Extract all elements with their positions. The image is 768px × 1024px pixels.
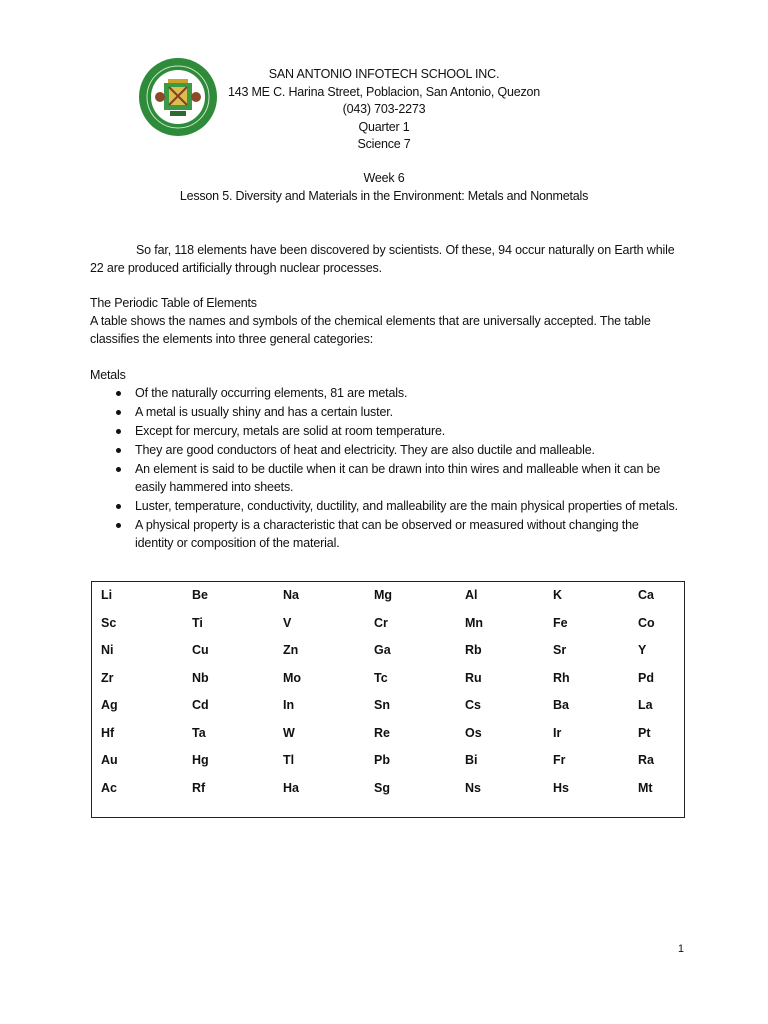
element-symbol: Rh [553, 670, 570, 685]
element-symbol: Mo [283, 670, 302, 685]
metals-bullet-list [90, 384, 680, 553]
lesson-heading [90, 170, 678, 205]
element-symbol: Ra [638, 753, 654, 767]
element-symbol: Be [192, 588, 208, 602]
element-symbol: Na [283, 588, 299, 602]
element-symbol: Cd [192, 698, 209, 712]
element-symbol: Ac [101, 780, 117, 795]
periodic-paragraph: A table shows the names and symbols of the chemical elements that are universally accepted. The table classifies the elements into three general categories: [90, 314, 651, 346]
lesson-title: Lesson 5. Diversity and Materials in the Environment: Metals and Nonmetals [179, 188, 589, 203]
school-header [150, 66, 618, 154]
element-symbol: Fe [553, 615, 568, 630]
element-symbol: Pd [638, 670, 654, 685]
element-symbol: Hs [553, 780, 569, 795]
element-symbol: Ns [465, 780, 481, 795]
metals-heading: Metals [90, 368, 126, 382]
element-symbol: Ha [283, 780, 299, 795]
element-symbol: Mt [638, 780, 653, 795]
element-symbol: Al [465, 588, 478, 602]
element-symbol: Au [101, 753, 118, 767]
element-symbol: Os [465, 725, 482, 740]
element-symbol: K [553, 588, 563, 602]
element-symbol: Nb [192, 670, 209, 685]
element-symbol: Ti [192, 615, 203, 630]
page-number: 1 [677, 943, 684, 955]
bullet-item: An element is said to be ductile when it can be drawn into thin wires and malleable when it can be easily hammered into sheets. [90, 460, 680, 496]
bullet-item: Of the naturally occurring elements, 81 are metals. [90, 384, 680, 402]
element-grid [101, 586, 691, 806]
element-symbol: Sg [374, 780, 390, 795]
element-symbol: W [283, 725, 295, 740]
element-symbol: Pt [638, 725, 651, 740]
bullet-item: Except for mercury, metals are solid at room temperature. [90, 422, 680, 440]
school-phone: (043) 703-2273 [342, 102, 426, 117]
bullet-item: Luster, temperature, conductivity, ductility, and malleability are the main physical properties of metals. [90, 497, 680, 515]
school-name: SAN ANTONIO INFOTECH SCHOOL INC. [268, 67, 500, 81]
element-symbol: Mn [465, 615, 484, 630]
element-symbol: Cs [465, 698, 481, 712]
periodic-heading: The Periodic Table of Elements [90, 296, 257, 310]
element-symbol: Ir [553, 725, 562, 740]
metals-element-table [91, 581, 685, 818]
week-label: Week 6 [363, 171, 405, 185]
element-symbol: Pb [374, 753, 390, 767]
element-symbol: Rf [192, 780, 206, 795]
element-symbol: Mg [374, 588, 393, 602]
element-symbol: La [638, 698, 653, 712]
element-symbol: Sc [101, 615, 117, 630]
element-symbol: Li [101, 588, 113, 602]
element-symbol: Bi [465, 753, 478, 767]
element-symbol: Ca [638, 588, 654, 602]
quarter-label: Quarter 1 [358, 119, 410, 134]
element-symbol: V [283, 615, 292, 630]
element-symbol: Y [638, 643, 647, 657]
bullet-item: A metal is usually shiny and has a certain luster. [90, 403, 680, 421]
element-symbol: Ag [101, 698, 118, 712]
element-symbol: Tl [283, 753, 295, 767]
element-symbol: Ga [374, 643, 391, 657]
element-symbol: Tc [374, 670, 388, 685]
element-symbol: Fr [553, 753, 566, 767]
element-symbol: In [283, 698, 295, 712]
element-symbol: Sr [553, 643, 567, 657]
subject-label: Science 7 [357, 137, 411, 152]
school-address: 143 ME C. Harina Street, Poblacion, San Antonio, Quezon [227, 84, 541, 99]
element-symbol: Re [374, 725, 390, 740]
element-symbol: Cr [374, 615, 388, 630]
intro-paragraph: So far, 118 elements have been discovered by scientists. Of these, 94 occur naturally on Earth while 22 are produced artificially through nuclear processes. [90, 243, 675, 275]
element-symbol: Zn [283, 643, 299, 657]
element-symbol: Hf [101, 725, 115, 740]
element-symbol: Co [638, 615, 655, 630]
element-symbol: Ru [465, 670, 482, 685]
element-symbol: Ta [192, 725, 206, 740]
element-symbol: Ba [553, 698, 569, 712]
element-symbol: Sn [374, 698, 390, 712]
bullet-item: A physical property is a characteristic that can be observed or measured without changing the identity or composition of the material. [90, 516, 680, 552]
element-symbol: Zr [101, 670, 114, 685]
element-symbol: Cu [192, 643, 209, 657]
element-symbol: Rb [465, 643, 482, 657]
element-symbol: Ni [101, 643, 114, 657]
bullet-item: They are good conductors of heat and electricity. They are also ductile and malleable. [90, 441, 680, 459]
element-symbol: Hg [192, 753, 209, 767]
